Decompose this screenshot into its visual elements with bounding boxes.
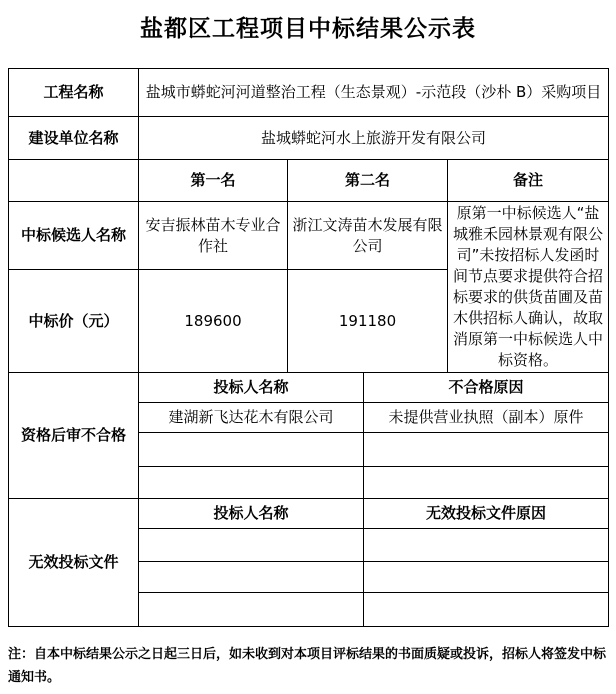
- bid-result-table: [8, 68, 609, 627]
- project-label: 工程名称: [9, 69, 139, 117]
- postqual-bidder: [139, 467, 364, 499]
- invalid-header-row: [9, 499, 609, 529]
- price-first: 189600: [139, 270, 288, 373]
- invalid-reason: [364, 529, 609, 562]
- candidate-first: 安吉振林苗木专业合作社: [139, 202, 288, 270]
- remark-value: 原第一中标候选人“盐城雅禾园林景观有限公司”未按招标人发函时间节点要求提供符合招标要求的供货苗圃及苗木供招标人确认，故取消原第一中标候选人中标资格。: [448, 202, 609, 373]
- invalid-reason: [364, 562, 609, 593]
- postqual-bidder: [139, 433, 364, 467]
- rank-header-first: 第一名: [139, 160, 288, 202]
- page-title: 盐都区工程项目中标结果公示表: [140, 16, 476, 42]
- postqual-reason: [364, 433, 609, 467]
- candidates-label: 中标候选人名称: [9, 202, 139, 270]
- invalid-bidder: [139, 593, 364, 627]
- owner-value: 盐城蟒蛇河水上旅游开发有限公司: [139, 117, 609, 160]
- postqual-label: 资格后审不合格: [9, 373, 139, 499]
- invalid-reason: [364, 593, 609, 627]
- rank-header-blank: [9, 160, 139, 202]
- project-row: [9, 69, 609, 117]
- candidates-row: [9, 202, 609, 270]
- postqual-reason: 未提供营业执照（副本）原件: [364, 403, 609, 433]
- rank-header-second: 第二名: [288, 160, 448, 202]
- postqual-reason-header: 不合格原因: [364, 373, 609, 403]
- footer-note: 注：自本中标结果公示之日起三日后，如未收到对本项目评标结果的书面质疑或投诉，招标人将签发中标通知书。: [8, 647, 607, 685]
- owner-row: [9, 117, 609, 160]
- project-value: 盐城市蟒蛇河河道整治工程（生态景观）-示范段（沙朴 B）采购项目: [139, 69, 609, 117]
- invalid-bidder-header: 投标人名称: [139, 499, 364, 529]
- rank-header-row: [9, 160, 609, 202]
- postqual-header-row: [9, 373, 609, 403]
- postqual-reason: [364, 467, 609, 499]
- owner-label: 建设单位名称: [9, 117, 139, 160]
- postqual-bidder: 建湖新飞达花木有限公司: [139, 403, 364, 433]
- invalid-label: 无效投标文件: [9, 499, 139, 627]
- price-second: 191180: [288, 270, 448, 373]
- invalid-bidder: [139, 562, 364, 593]
- candidate-second: 浙江文涛苗木发展有限公司: [288, 202, 448, 270]
- invalid-bidder: [139, 529, 364, 562]
- invalid-reason-header: 无效投标文件原因: [364, 499, 609, 529]
- price-label: 中标价（元）: [9, 270, 139, 373]
- rank-header-remark: 备注: [448, 160, 609, 202]
- postqual-bidder-header: 投标人名称: [139, 373, 364, 403]
